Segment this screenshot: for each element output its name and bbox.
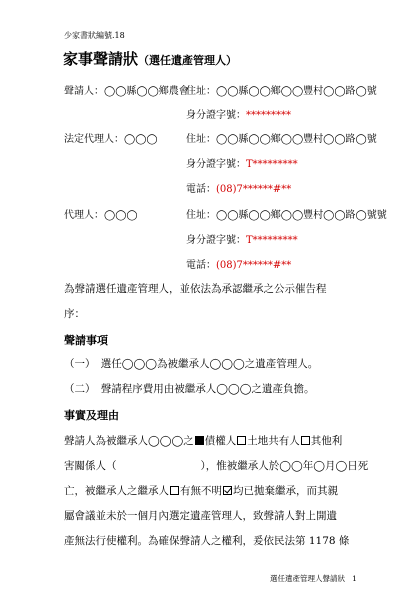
agent-address: 住址：◯◯縣◯◯鄉◯◯豐村◯◯路◯號號 xyxy=(186,210,387,221)
id-label: 身分證字號： xyxy=(186,159,246,170)
text-fragment: 聲請人為被繼承人◯◯◯之 xyxy=(64,435,194,447)
agent-id xyxy=(186,231,298,246)
id-label: 身分證字號： xyxy=(186,235,246,246)
page-title xyxy=(63,48,237,69)
petitioner-id xyxy=(186,106,291,121)
page-number: 1 xyxy=(352,574,357,583)
phone-value: (08)7******#** xyxy=(216,184,292,195)
legal-representative-label: 法定代理人：◯◯◯ xyxy=(64,134,158,145)
intro-line-2: 序： xyxy=(64,308,85,320)
id-value: ********* xyxy=(246,110,291,121)
facts-line-4: 屬會議並未於一個月內選定遺產管理人，致聲請人對上開遺 xyxy=(64,510,337,522)
text-fragment: 有無不明 xyxy=(180,485,222,497)
id-value: T********* xyxy=(246,235,298,246)
agent-label: 代理人：◯◯◯ xyxy=(64,210,138,221)
checked-box-icon xyxy=(195,436,204,445)
facts-line-1 xyxy=(64,433,342,448)
legal-representative-id xyxy=(186,155,298,170)
section-heading-petition: 聲請事項 xyxy=(64,334,108,347)
phone-label: 電話： xyxy=(186,184,216,195)
checkbox-icon xyxy=(170,486,179,495)
id-label: 身分證字號： xyxy=(186,110,246,121)
footer-doc-name: 選任遺產管理人聲請狀 xyxy=(270,574,345,583)
petitioner-label: 聲請人：◯◯縣◯◯鄉農會 xyxy=(64,86,189,97)
facts-line-2: 害關係人（ ），惟被繼承人於◯◯年◯月◯日死 xyxy=(64,460,369,472)
page-footer xyxy=(270,573,357,584)
phone-label: 電話： xyxy=(186,260,216,271)
petition-item-2: （二） 聲請程序費用由被繼承人◯◯◯之遺產負擔。 xyxy=(64,383,315,395)
intro-line-1: 為聲請選任遺產管理人，並依法為承認繼承之公示催告程 xyxy=(64,283,327,295)
petition-item-1: （一） 選任◯◯◯為被繼承人◯◯◯之遺產管理人。 xyxy=(64,358,319,370)
title-subtitle: （選任遺產管理人） xyxy=(138,54,238,67)
phone-value: (08)7******#** xyxy=(216,260,292,271)
facts-line-3 xyxy=(64,483,338,498)
section-heading-facts: 事實及理由 xyxy=(64,409,119,422)
text-fragment: 亡，被繼承人之繼承人 xyxy=(64,485,169,497)
checkbox-icon xyxy=(237,436,246,445)
checkbox-icon xyxy=(301,436,310,445)
checkmark-box-icon xyxy=(223,486,232,495)
text-fragment: 債權人 xyxy=(204,435,237,447)
document-number: 少家書狀編號.18 xyxy=(64,31,125,40)
legal-representative-phone xyxy=(186,180,291,195)
text-fragment: 土地共有人 xyxy=(247,435,300,447)
facts-line-5: 產無法行使權利。為確保聲請人之權利，爰依民法第 1178 條 xyxy=(64,535,350,547)
petitioner-address: 住址：◯◯縣◯◯鄉◯◯豐村◯◯路◯號 xyxy=(186,86,377,97)
legal-representative-address: 住址：◯◯縣◯◯鄉◯◯豐村◯◯路◯號 xyxy=(186,134,377,145)
text-fragment: 均已拋棄繼承，而其親 xyxy=(233,485,338,497)
id-value: T********* xyxy=(246,159,298,170)
agent-phone xyxy=(186,256,291,271)
text-fragment: 其他利 xyxy=(310,435,343,447)
title-main: 家事聲請狀 xyxy=(63,50,139,68)
